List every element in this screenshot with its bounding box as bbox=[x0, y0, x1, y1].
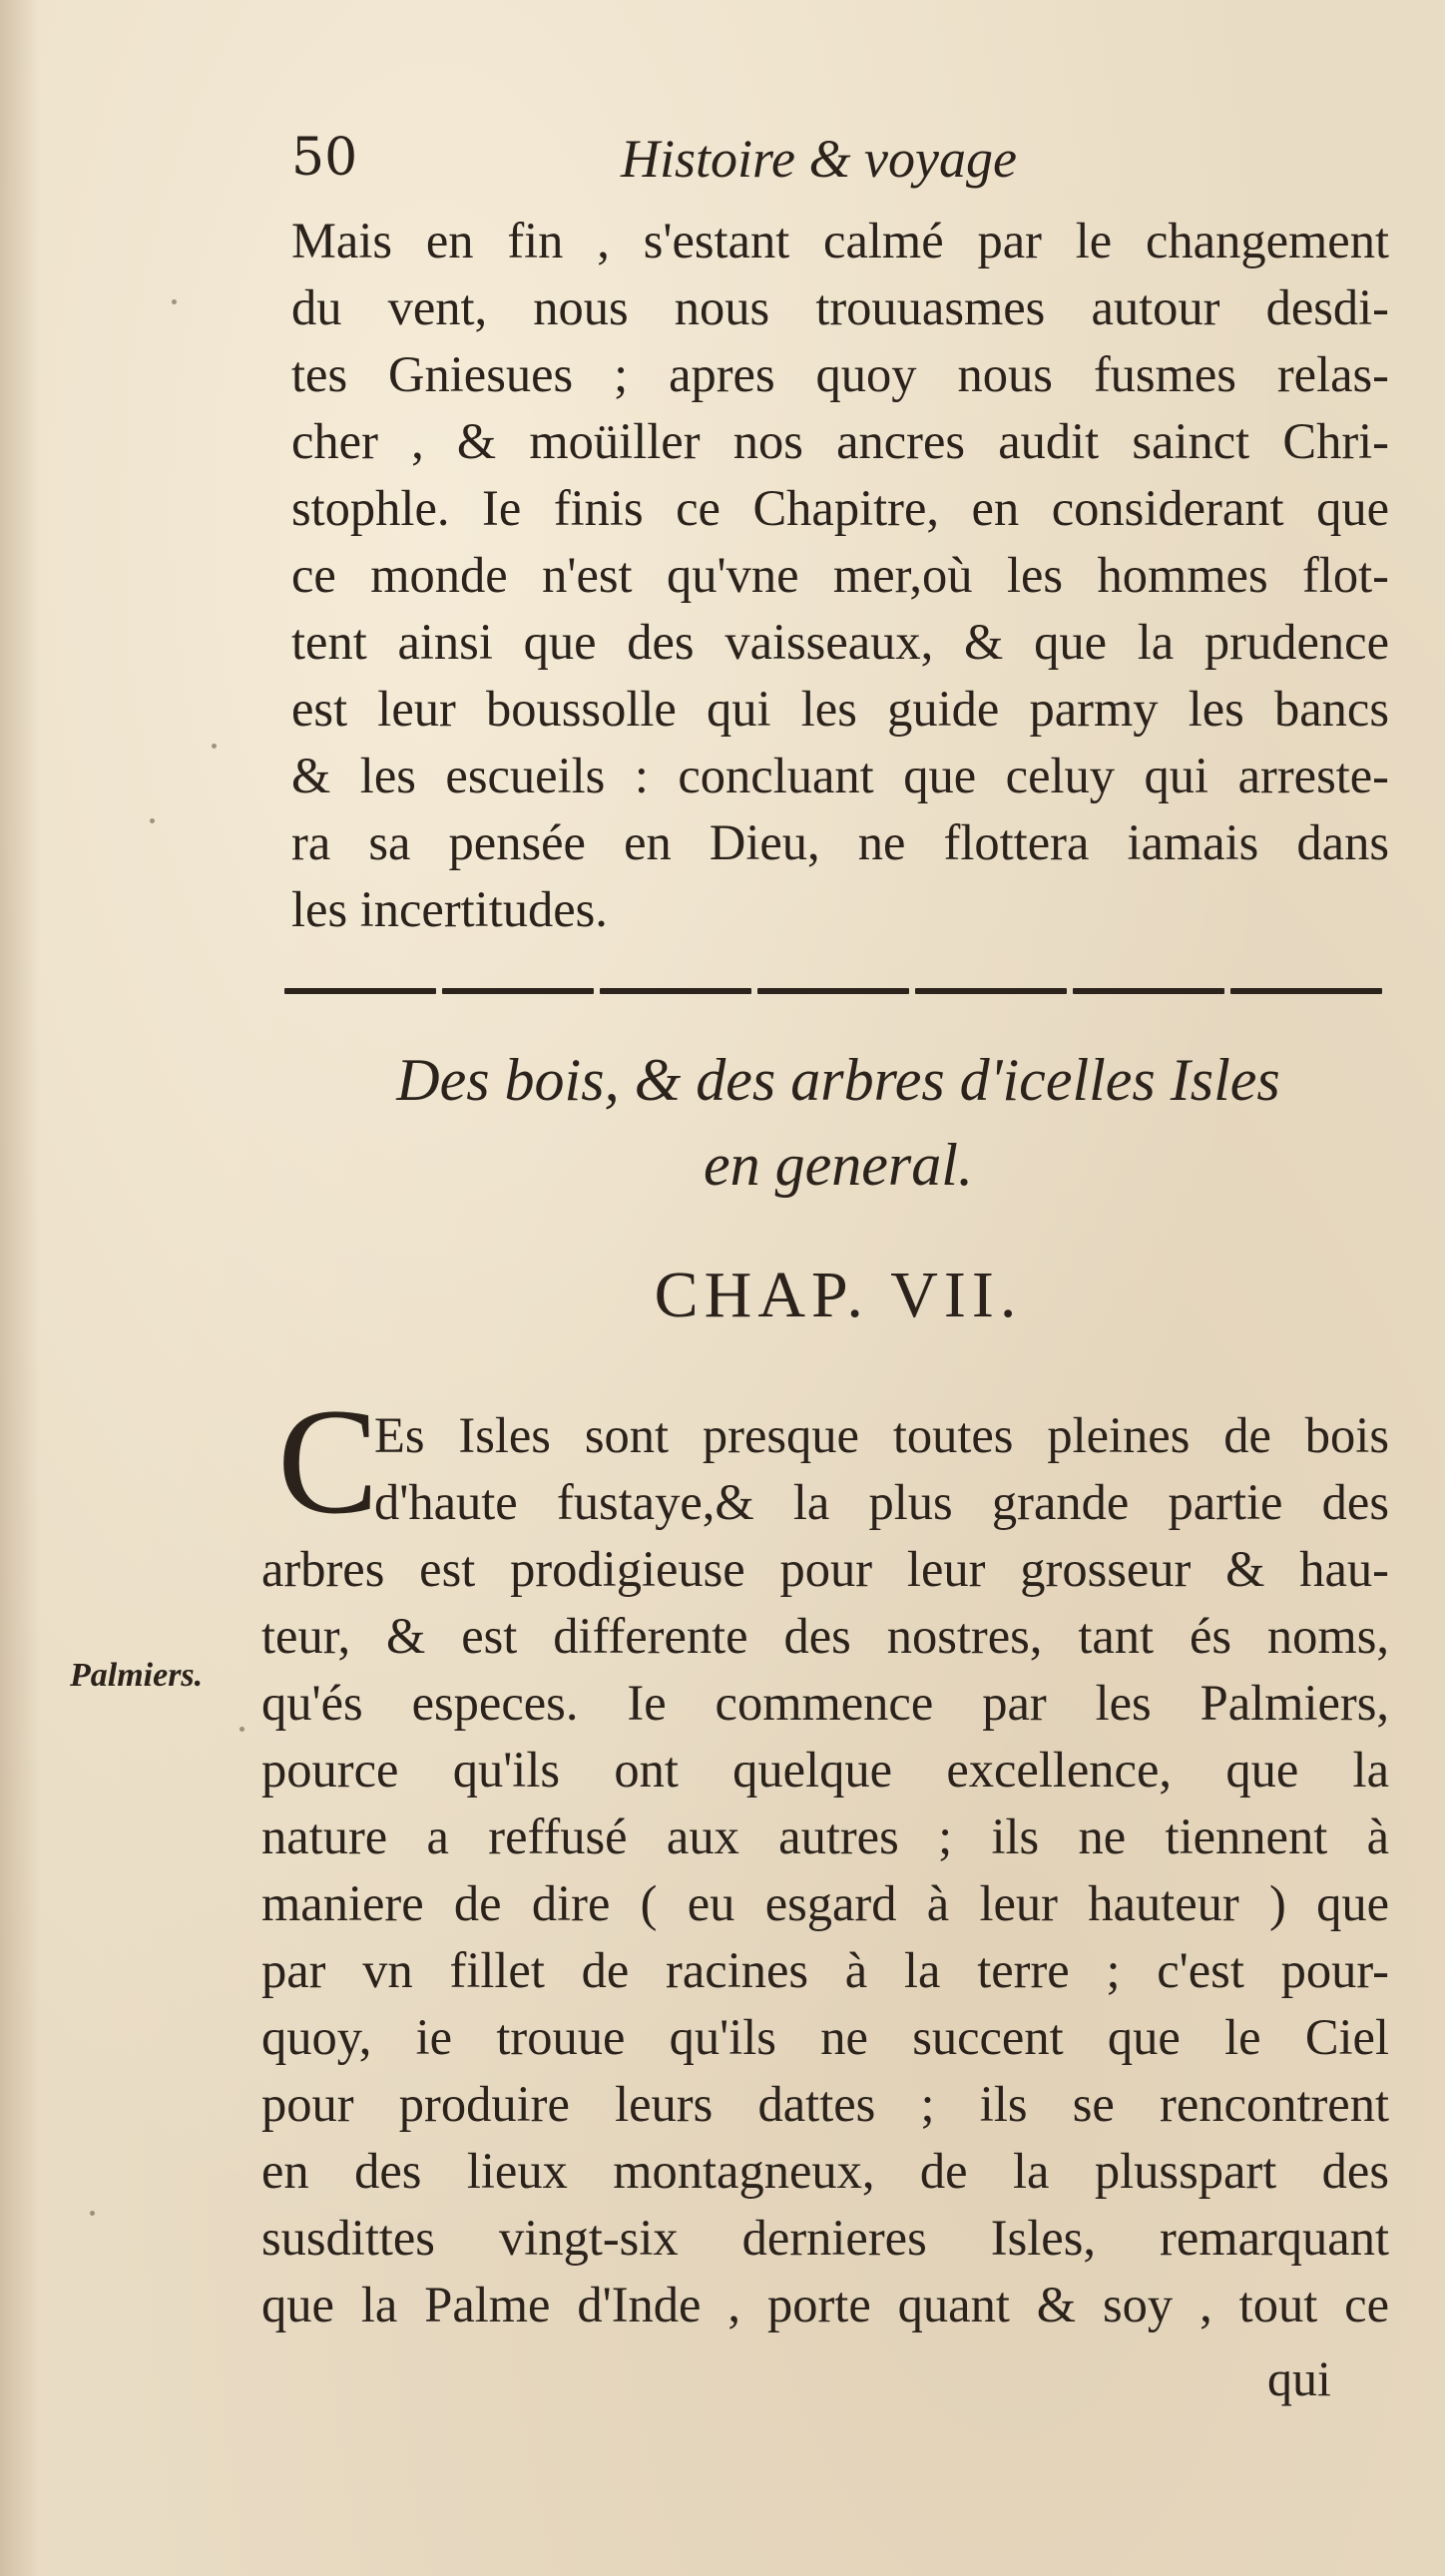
text-line-last: les incertitudes. bbox=[291, 881, 608, 937]
running-head bbox=[291, 128, 1389, 208]
text-line: stophle. Ie finis ce Chapitre, en considerant que bbox=[291, 480, 1389, 536]
text-line: ce monde n'est qu'vne mer,où les hommes flot- bbox=[291, 547, 1389, 603]
chapter-number: CHAP. VII. bbox=[654, 1259, 1023, 1331]
page-edge-shadow bbox=[0, 0, 40, 2576]
ornamental-rule bbox=[284, 986, 1382, 996]
chapter-title bbox=[269, 1038, 1407, 1208]
rule-segment bbox=[600, 988, 751, 994]
text-line: du vent, nous nous trouuasmes autour desdi- bbox=[291, 279, 1389, 335]
text-line: & les escueils : concluant que celuy qui arreste- bbox=[291, 748, 1389, 803]
text-line: nature a reffusé aux autres ; ils ne tiennent à bbox=[261, 1808, 1389, 1864]
rule-segment bbox=[757, 988, 909, 994]
rule-segment bbox=[1230, 988, 1382, 994]
text-line: maniere de dire ( eu esgard à leur hauteur ) que bbox=[261, 1875, 1389, 1931]
chapter-title-line: en general. bbox=[704, 1132, 973, 1198]
paragraph-2-indented bbox=[374, 1402, 1389, 1536]
text-line: ra sa pensée en Dieu, ne flottera iamais dans bbox=[291, 814, 1389, 870]
text-line: d'haute fustaye,& la plus grande partie des bbox=[374, 1474, 1389, 1530]
text-line: cher , & moüiller nos ancres audit sainct Chri- bbox=[291, 413, 1389, 469]
paper-speck bbox=[90, 2211, 95, 2216]
text-line: pource qu'ils ont quelque excellence, que la bbox=[261, 1742, 1389, 1798]
paper-speck bbox=[172, 299, 177, 304]
rule-segment bbox=[1073, 988, 1224, 994]
text-line: que la Palme d'Inde , porte quant & soy , tout ce bbox=[261, 2277, 1389, 2332]
text-line: pour produire leurs dattes ; ils se rencontrent bbox=[261, 2076, 1389, 2132]
rule-segment bbox=[915, 988, 1067, 994]
paper-speck bbox=[212, 744, 217, 749]
margin-note: Palmiers. bbox=[70, 1657, 204, 1694]
paper-speck bbox=[240, 1727, 244, 1732]
text-line: en des lieux montagneux, de la plusspart des bbox=[261, 2143, 1389, 2199]
text-line: Mais en fin , s'estant calmé par le changement bbox=[291, 213, 1389, 268]
text-line: susdittes vingt-six dernieres Isles, remarquant bbox=[261, 2210, 1389, 2266]
text-line: quoy, ie trouue qu'ils ne succent que le Ciel bbox=[261, 2009, 1389, 2065]
paragraph-2 bbox=[261, 1536, 1389, 2338]
catchword: qui bbox=[1267, 2350, 1331, 2406]
paper-speck bbox=[150, 818, 155, 823]
rule-segment bbox=[442, 988, 594, 994]
running-title: Histoire & voyage bbox=[621, 129, 1017, 189]
drop-cap: C bbox=[277, 1377, 379, 1545]
text-line: Es Isles sont presque toutes pleines de bois bbox=[374, 1407, 1389, 1463]
text-line: qu'és especes. Ie commence par les Palmiers, bbox=[261, 1675, 1389, 1731]
text-line: par vn fillet de racines à la terre ; c'est pour- bbox=[261, 1942, 1389, 1998]
text-line: arbres est prodigieuse pour leur grosseur & hau- bbox=[261, 1541, 1389, 1597]
text-line: est leur boussolle qui les guide parmy les bancs bbox=[291, 681, 1389, 737]
page-number: 50 bbox=[291, 128, 358, 188]
text-line: teur, & est differente des nostres, tant és noms, bbox=[261, 1608, 1389, 1664]
text-line: tent ainsi que des vaisseaux, & que la prudence bbox=[291, 614, 1389, 670]
text-line: tes Gniesues ; apres quoy nous fusmes relas- bbox=[291, 346, 1389, 402]
paragraph-1 bbox=[291, 208, 1389, 943]
chapter-title-line: Des bois, & des arbres d'icelles Isles bbox=[396, 1047, 1280, 1113]
rule-segment bbox=[284, 988, 436, 994]
